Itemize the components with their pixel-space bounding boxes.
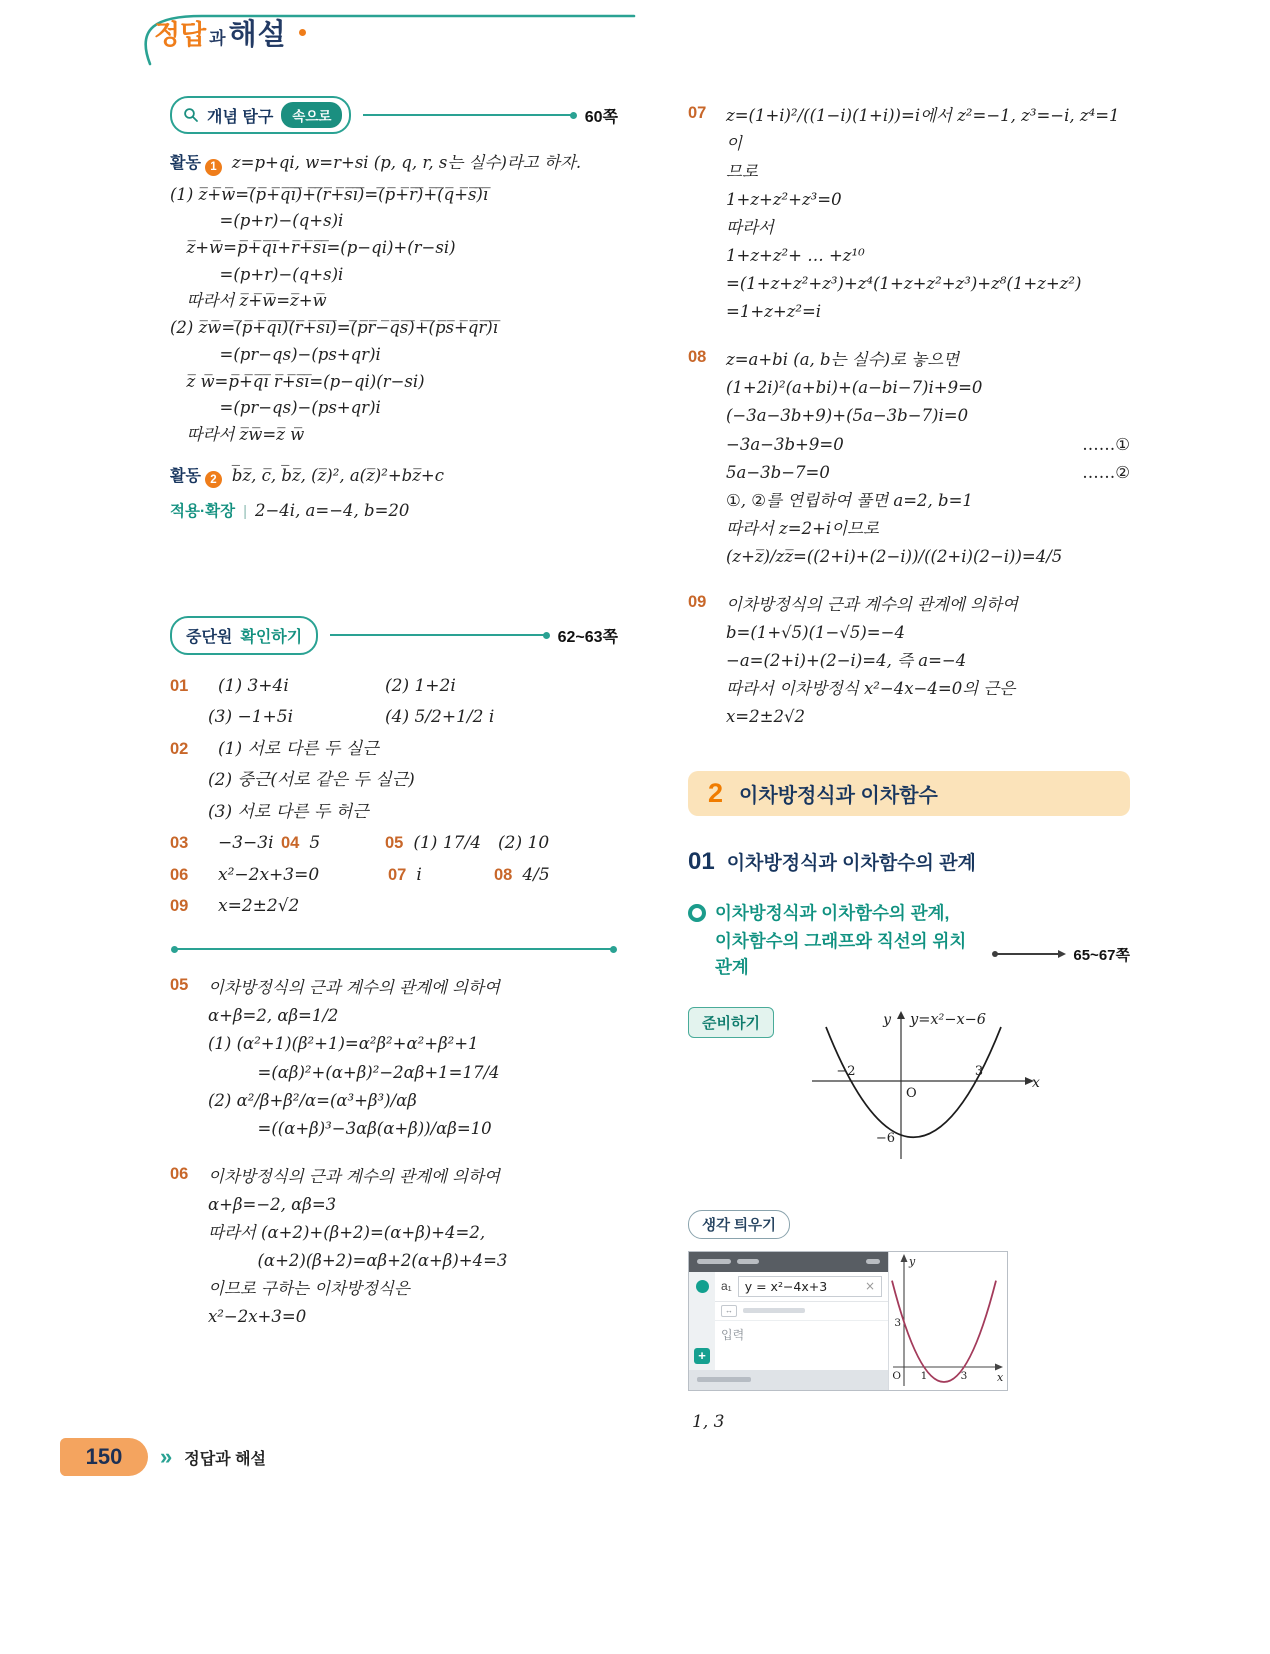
solution-line: (2) α²/β+β²/α=(α³+β³)/αβ	[208, 1090, 417, 1110]
section-number: 01	[688, 847, 715, 875]
math-line: 따라서 z̅+̅w̅=z̅+w̅	[170, 291, 327, 311]
solution-lines	[208, 1163, 618, 1331]
answer-row	[170, 828, 618, 859]
row-color-dot-icon	[696, 1280, 709, 1293]
math-line: 따라서 z̅w̅=z̅ w̅	[170, 425, 305, 445]
concept-page-ref: 60쪽	[584, 108, 618, 126]
math-line: =(pr−qs)−(ps+qr)i	[170, 344, 381, 364]
solution-lines	[726, 102, 1130, 326]
problem-number: 09	[170, 896, 189, 915]
problem-number: 08	[494, 865, 513, 884]
footer-label: 정답과 해설	[184, 1450, 266, 1468]
answer-cell: (3) −1+5i	[208, 707, 294, 728]
solution-line: 5a−3b−7=0 ……②	[726, 462, 1130, 482]
app-bottom-band	[689, 1370, 888, 1390]
arrow-line-icon	[995, 953, 1059, 955]
activity-word: 활동	[170, 467, 201, 485]
activity-1-label	[170, 150, 222, 174]
answer-row	[170, 734, 618, 765]
axis-label-y: y	[883, 1011, 891, 1028]
problem-number: 05	[385, 834, 404, 853]
section-heading	[688, 848, 1130, 876]
solution-line: 1+z+z²+ … +z¹⁰	[726, 246, 865, 266]
x-intercept-label-1: −2	[836, 1063, 856, 1079]
calculator-screenshot	[688, 1251, 1008, 1391]
page-footer	[60, 1438, 266, 1476]
solution-lines	[726, 591, 1130, 731]
chapter-number: 2	[708, 777, 724, 808]
chapter-banner	[688, 771, 1130, 816]
header-menu-icon	[866, 1259, 880, 1264]
answer-row	[170, 765, 618, 796]
topic-bullet-icon	[688, 904, 706, 922]
solution-number: 09	[688, 592, 707, 611]
math-line: =(p+r)−(q+s)i	[170, 264, 344, 284]
think-answer: 1, 3	[692, 1411, 725, 1432]
graph-equation: y=x²−x−6	[909, 1011, 987, 1028]
solution-line: x²−2x+3=0	[208, 1306, 307, 1326]
activity-2	[170, 463, 618, 489]
think-block	[688, 1182, 1130, 1435]
concept-badge-label: 개념 탐구	[207, 108, 274, 126]
answer-row	[170, 671, 618, 702]
solution-number: 08	[688, 348, 707, 367]
solution-line: (1+2i)²(a+bi)+(a−bi−7)i+9=0	[726, 378, 983, 398]
answer-row	[170, 860, 618, 891]
check-answers	[170, 671, 618, 923]
prepare-badge: 준비하기	[688, 1007, 774, 1038]
concept-badge-sublabel: 속으로	[281, 102, 342, 128]
origin-label: O	[905, 1085, 917, 1101]
apply-extend-separator: |	[243, 503, 247, 521]
solution-line: b=(1+√5)(1−√5)=−4	[726, 622, 905, 642]
math-line: z̅+w̅=p̅+̅q̅i̅+r̅+̅s̅i̅=(p−qi)+(r−si)	[170, 238, 456, 257]
origin-label: O	[892, 1369, 901, 1382]
solution-line: 따라서 이차방정식 x²−4x−4=0의 근은	[726, 678, 1016, 698]
y-intercept-label: −6	[875, 1130, 895, 1146]
prepare-block	[688, 1007, 1130, 1182]
solution-number: 05	[170, 976, 189, 995]
math-line: (1) z̅+̅w̅=(̅p̅+̅q̅i̅)̅+̅(̅r̅+̅s̅i̅)̅=(̅p̅+̅r̅)̅+̅(̅q̅+̅s̅)̅i̅	[170, 184, 489, 204]
app-header-bar	[689, 1252, 888, 1272]
expression-subrow	[715, 1302, 888, 1321]
topic-line-2	[715, 928, 1130, 981]
solution-line: α+β=−2, αβ=3	[208, 1194, 337, 1214]
solution-line: α+β=2, αβ=1/2	[208, 1006, 339, 1026]
solution-block	[170, 974, 618, 1142]
axis-label-x: x	[997, 1370, 1004, 1384]
add-row-icon: +	[694, 1348, 710, 1364]
swap-arrows-icon: ↔	[721, 1305, 737, 1317]
y-intercept-label: 3	[894, 1316, 901, 1329]
solution-lines	[208, 974, 618, 1142]
check-badge-label: 중단원	[186, 628, 233, 646]
answer-row	[170, 891, 618, 922]
leader-line	[363, 114, 574, 116]
solution-line: 이차방정식의 근과 계수의 관계에 의하여	[208, 978, 500, 998]
answer-row	[170, 797, 618, 828]
x-axis-arrow	[995, 1363, 1003, 1370]
topic-line-1	[688, 900, 1130, 926]
solution-number: 06	[170, 1164, 189, 1183]
answer-cell: (2) 중근(서로 같은 두 실근)	[208, 770, 415, 791]
left-column	[170, 96, 618, 1351]
solution-line: 이므로 구하는 이차방정식은	[208, 1278, 410, 1298]
check-badge	[170, 616, 318, 655]
answer-cell: 01 (1) 3+4i	[208, 671, 385, 702]
header-text-bar	[737, 1259, 759, 1264]
y-axis-arrow	[897, 1011, 905, 1019]
activity-1-lines	[170, 182, 618, 449]
page-header	[154, 12, 306, 53]
left-solutions	[170, 974, 618, 1331]
section-divider	[172, 948, 616, 950]
solution-line: 1+z+z²+z³=0	[726, 190, 842, 210]
row-index-label: a₁	[721, 1279, 732, 1294]
activity-2-number-icon: 2	[205, 471, 222, 488]
input-placeholder-label: 입력	[721, 1327, 745, 1342]
answer-cell: 07 i	[388, 860, 494, 891]
answer-cell: (2) 1+2i	[385, 675, 456, 696]
problem-number: 03	[170, 834, 189, 853]
solution-block	[688, 591, 1130, 731]
activity-1	[170, 150, 618, 176]
think-badge: 생각 틔우기	[688, 1210, 790, 1239]
apply-extend-answer: 2−4i, a=−4, b=20	[254, 501, 410, 521]
solution-line: x=2±2√2	[726, 706, 805, 726]
expression-text: y = x²−4x+3	[744, 1278, 828, 1294]
solution-line: 따라서 z=2+i이므로	[726, 518, 879, 538]
expression-input	[738, 1276, 882, 1297]
header-title-explanations: 해설	[228, 19, 287, 51]
header-text-bar	[697, 1259, 731, 1264]
chapter-title: 이차방정식과 이차함수	[739, 784, 938, 807]
close-icon: ×	[864, 1279, 875, 1294]
fine-print-bar	[697, 1377, 751, 1382]
solution-line: =((α+β)³−3αβ(α+β))/αβ=10	[208, 1118, 492, 1138]
apply-extend-row	[170, 498, 618, 524]
solution-block	[688, 346, 1130, 570]
chevron-icon: »	[160, 1444, 173, 1469]
header-dot-icon	[299, 29, 306, 36]
concept-section-header	[170, 96, 618, 134]
activity-2-label	[170, 463, 222, 487]
x-intercept-label-1: 1	[920, 1369, 928, 1382]
math-line: =(pr−qs)−(ps+qr)i	[170, 398, 381, 418]
answer-cell: (4) 5/2+1/2 i	[385, 707, 495, 728]
header-title-answers: 정답	[154, 20, 207, 50]
solution-line: −3a−3b+9=0 ……①	[726, 434, 1130, 454]
math-line: (2) z̅w̅=(̅p̅+̅q̅i̅)̅(̅r̅+̅s̅i̅)̅=(̅p̅r̅−̅q̅s̅)̅+̅(̅p̅s̅+̅q̅r̅)̅i̅	[170, 318, 498, 338]
math-line: =(p+r)−(q+s)i	[170, 211, 344, 231]
solution-line: −a=(2+i)+(2−i)=4, 즉 a=−4	[726, 650, 967, 670]
axis-label-x: x	[1031, 1074, 1040, 1091]
solution-line: 므로	[726, 162, 758, 182]
solution-line: (−3a−3b+9)+(5a−3b−7)i=0	[726, 406, 969, 426]
solution-line: =(1+z+z²+z³)+z⁴(1+z+z²+z³)+z⁸(1+z+z²)	[726, 274, 1082, 294]
solution-line: =(αβ)²+(α+β)²−2αβ+1=17/4	[208, 1062, 500, 1082]
axis-label-y: y	[909, 1254, 916, 1268]
answer-cell: 08 4/5	[494, 860, 550, 891]
magnifier-icon	[183, 107, 199, 123]
answer-cell: 09 x=2±2√2	[208, 891, 299, 922]
x-intercept-label-2: 3	[960, 1369, 968, 1382]
y-axis-arrow	[901, 1254, 908, 1262]
problem-number: 04	[281, 834, 300, 853]
solution-line: 따라서 (α+2)+(β+2)=(α+β)+4=2,	[208, 1222, 486, 1242]
answer-cell: 06 x²−2x+3=0	[208, 860, 388, 891]
topic-text-2: 이차함수의 그래프와 직선의 위치 관계	[715, 931, 967, 978]
check-badge-sublabel: 확인하기	[240, 628, 303, 646]
activity-1-intro: z=p+qi, w=r+si (p, q, r, s는 실수)라고 하자.	[231, 153, 582, 172]
topic-heading	[688, 900, 1130, 981]
page-number-badge: 150	[60, 1438, 148, 1476]
problem-number: 06	[170, 865, 189, 884]
solution-line: 따라서	[726, 218, 774, 238]
right-solutions	[688, 102, 1130, 731]
problem-number: 01	[170, 676, 189, 695]
check-section-header	[170, 616, 618, 655]
activity-2-answer: b̅z̅, c̅, b̅z̅, (z̅)², a(z̅)²+bz̅+c	[231, 465, 444, 485]
x-intercept-label-2: 3	[974, 1063, 984, 1079]
app-body	[689, 1272, 888, 1370]
check-page-ref: 62~63쪽	[557, 628, 618, 646]
input-placeholder-row	[715, 1321, 888, 1348]
parabola-graph-think	[889, 1252, 1007, 1390]
problem-number: 02	[170, 739, 189, 758]
topic-page-ref: 65~67쪽	[1073, 946, 1130, 964]
topic-text-1: 이차방정식과 이차함수의 관계,	[715, 902, 950, 923]
fine-print-bar	[743, 1308, 805, 1313]
solution-line: =1+z+z²=i	[726, 302, 822, 322]
expression-row	[715, 1272, 888, 1302]
math-line: z̅ w̅=p̅+̅q̅i̅ r̅+̅s̅i̅=(p−qi)(r−si)	[170, 371, 425, 391]
parabola-curve	[826, 1027, 1001, 1137]
activity-1-number-icon: 1	[205, 159, 222, 176]
parabola-graph-prepare	[796, 1007, 1046, 1182]
solution-line: (1) (α²+1)(β²+1)=α²β²+α²+β²+1	[208, 1034, 479, 1054]
solution-line: z=(1+i)²/((1−i)(1+i))=i에서 z²=−1, z³=−i, z⁴=1이	[726, 106, 1120, 154]
app-rows	[715, 1272, 888, 1370]
solution-line: z=a+bi (a, b는 실수)로 놓으면	[726, 350, 960, 370]
answer-cell: (3) 서로 다른 두 허근	[208, 801, 369, 822]
activity-word: 활동	[170, 155, 201, 172]
right-column	[688, 100, 1130, 1435]
solution-number: 07	[688, 104, 707, 122]
apply-extend-label: 적용·확장	[170, 503, 236, 521]
section-title: 이차방정식과 이차함수의 관계	[726, 852, 976, 874]
answer-cell: 03 −3−3i	[208, 828, 281, 859]
solution-line: 이차방정식의 근과 계수의 관계에 의하여	[726, 594, 1018, 614]
solution-line: 이차방정식의 근과 계수의 관계에 의하여	[208, 1166, 500, 1186]
leader-line	[330, 634, 547, 636]
answer-row	[170, 702, 618, 733]
solution-line: (z+z̅)/zz̅=((2+i)+(2−i))/((2+i)(2−i))=4/5	[726, 546, 1063, 566]
problem-number: 07	[388, 865, 407, 884]
solution-block	[170, 1163, 618, 1331]
concept-badge	[170, 96, 351, 134]
solution-block	[688, 102, 1130, 326]
header-title-josa: 과	[209, 29, 226, 48]
solution-lines	[726, 346, 1130, 570]
app-side-rail	[689, 1272, 715, 1370]
answer-cell: 02 (1) 서로 다른 두 실근	[208, 734, 379, 765]
answer-cell: 04 5	[281, 828, 385, 859]
solution-line: (α+2)(β+2)=αβ+2(α+β)+4=3	[208, 1250, 508, 1270]
solution-line: ①, ②를 연립하여 풀면 a=2, b=1	[726, 490, 973, 510]
answer-cell: 05 (1) 17/4 (2) 10	[385, 828, 549, 859]
calculator-app-panel	[689, 1252, 889, 1390]
